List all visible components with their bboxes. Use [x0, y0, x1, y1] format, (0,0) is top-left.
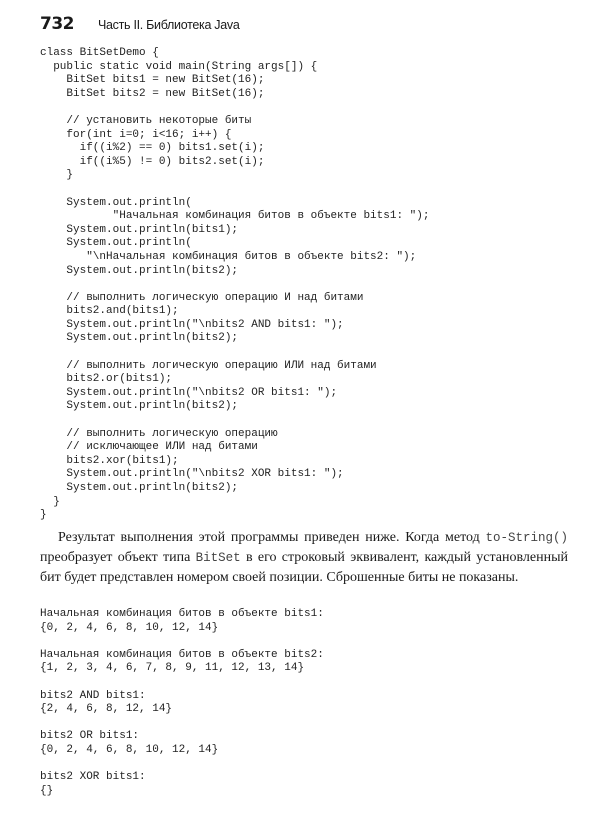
code-line: System.out.println(bits2); — [40, 400, 239, 413]
code-line: BitSet bits2 = new BitSet(16); — [40, 87, 265, 100]
code-line: System.out.println("\nbits2 OR bits1: "); — [40, 386, 338, 399]
output-line: {0, 2, 4, 6, 8, 10, 12, 14} — [40, 621, 219, 634]
code-line: System.out.println("\nbits2 AND bits1: "); — [40, 318, 344, 331]
code-line: System.out.println( — [40, 237, 192, 250]
inline-code: BitSet — [195, 551, 241, 565]
code-line: // исключающее ИЛИ над битами — [40, 441, 258, 454]
output-line: {1, 2, 3, 4, 6, 7, 8, 9, 11, 12, 13, 14} — [40, 662, 305, 675]
code-line: // выполнить логическую операцию ИЛИ над битами — [40, 359, 377, 372]
inline-code: to-String() — [485, 531, 568, 545]
code-line: System.out.println(bits1); — [40, 223, 239, 236]
paragraph-text: преобразует объект типа — [40, 550, 196, 565]
output-line: Начальная комбинация битов в объекте bits2: — [40, 648, 324, 661]
code-line: if((i%2) == 0) bits1.set(i); — [40, 142, 265, 155]
page-number: 732 — [40, 14, 74, 34]
code-line: BitSet bits1 = new BitSet(16); — [40, 74, 265, 87]
code-line: // установить некоторые биты — [40, 114, 252, 127]
code-line: // выполнить логическую операцию И над битами — [40, 291, 364, 304]
output-line — [40, 635, 324, 649]
code-line: } — [40, 169, 74, 182]
code-line: public static void main(String args[]) { — [40, 60, 318, 73]
code-line: } — [40, 495, 60, 508]
code-line — [40, 101, 429, 115]
body-paragraph — [40, 528, 568, 588]
code-listing — [40, 47, 429, 523]
output-line: bits2 OR bits1: — [40, 730, 140, 743]
output-line: {0, 2, 4, 6, 8, 10, 12, 14} — [40, 743, 219, 756]
code-line: System.out.println(bits2); — [40, 482, 239, 494]
code-line: if((i%5) != 0) bits2.set(i); — [40, 155, 265, 168]
code-line: class BitSetDemo { — [40, 47, 159, 59]
code-line: "\nНачальная комбинация битов в объекте bits2: "); — [40, 250, 417, 263]
output-line: {} — [40, 784, 54, 797]
code-line: System.out.println(bits2); — [40, 332, 239, 345]
output-line — [40, 717, 324, 731]
page-header — [40, 14, 239, 34]
code-line: System.out.println("\nbits2 XOR bits1: "); — [40, 468, 344, 481]
code-line — [40, 414, 429, 428]
code-line: bits2.and(bits1); — [40, 305, 179, 318]
paragraph-text: в его строковый эквивалент, каждый установленный бит будет представлен номером своей позиции. Сброшенные биты не показаны. — [40, 550, 568, 585]
code-line: "Начальная комбинация битов в объекте bits1: "); — [40, 210, 430, 223]
code-line: } — [40, 509, 47, 522]
code-line: System.out.println( — [40, 196, 192, 209]
code-line — [40, 346, 429, 360]
code-line: bits2.xor(bits1); — [40, 454, 179, 467]
output-line: bits2 XOR bits1: — [40, 771, 146, 784]
output-line — [40, 676, 324, 690]
paragraph-text: Результат выполнения этой программы приведен ниже. Когда метод — [58, 530, 486, 545]
code-line — [40, 278, 429, 292]
code-line: bits2.or(bits1); — [40, 373, 173, 386]
code-line — [40, 183, 429, 197]
code-line: System.out.println(bits2); — [40, 264, 239, 277]
output-line: {2, 4, 6, 8, 12, 14} — [40, 703, 173, 716]
code-line: for(int i=0; i<16; i++) { — [40, 128, 232, 141]
output-line — [40, 758, 324, 772]
running-head: Часть II. Библиотека Java — [98, 18, 240, 32]
program-output — [40, 608, 324, 798]
output-line: bits2 AND bits1: — [40, 689, 146, 702]
output-line: Начальная комбинация битов в объекте bits1: — [40, 608, 324, 620]
code-line: // выполнить логическую операцию — [40, 427, 278, 440]
